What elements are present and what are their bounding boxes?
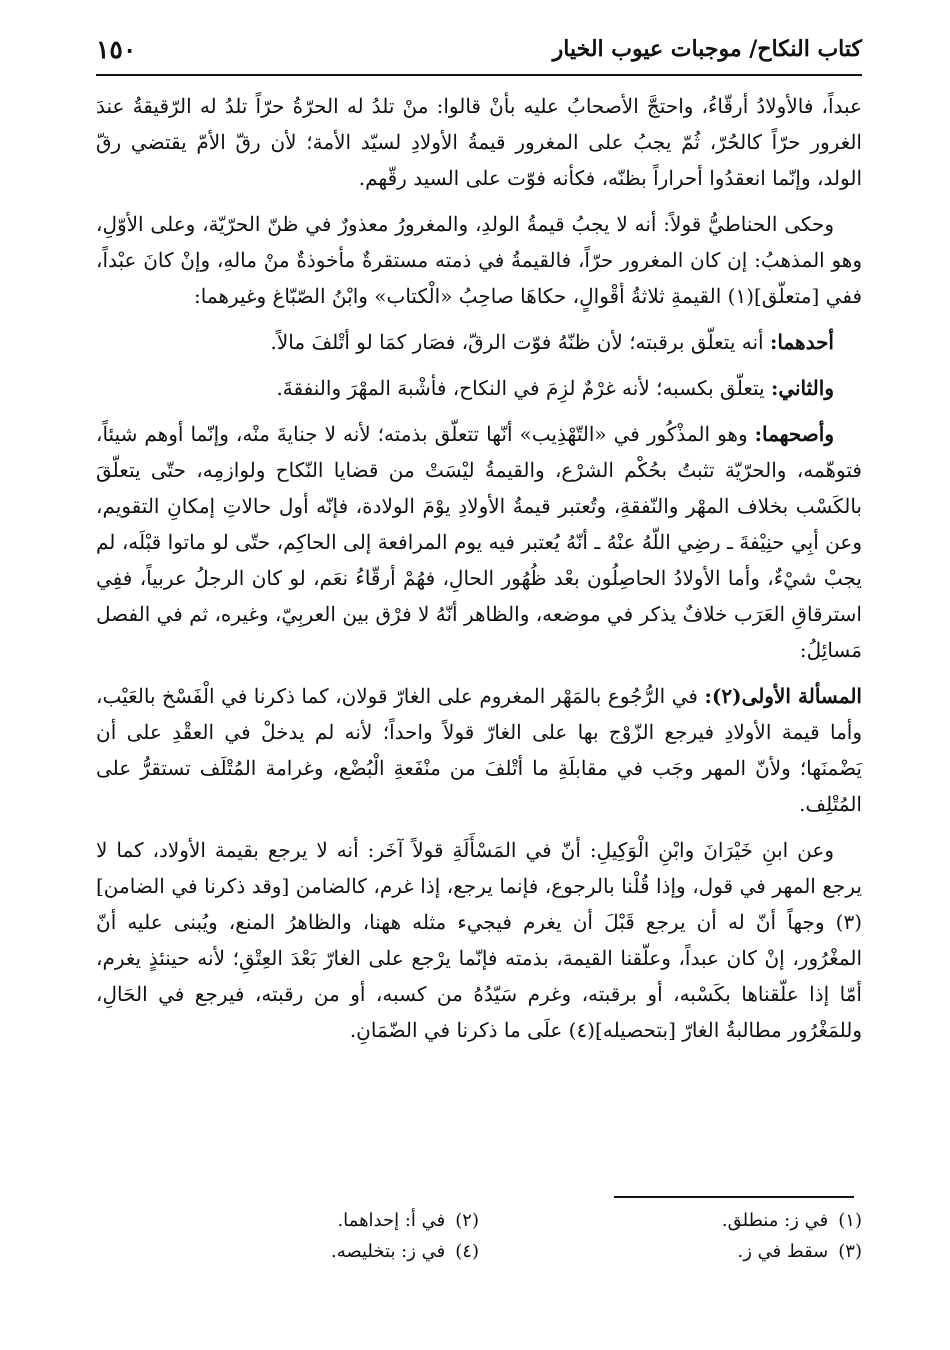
opinion-first-text: أنه يتعلّق برقبته؛ لأن ظنّهُ فوّت الرقّ، فصَار كمَا لو أتْلفَ مالاً. <box>270 330 764 354</box>
footnote-3 <box>479 1241 862 1262</box>
question-first-text: في الرُّجُوع بالمَهْر المغروم على الغارّ قولان، كما ذكرنا في الْفَسْخ بالعَيْب، وأما قيمة الأولادِ فيرجع الزّوْج بها على الغارّ قولاً واحداً؛ لأنه لم يدخلْ في العقْدِ على أن يَضْمنَها؛ ولأنّ المهر وجَب في مقابلَةِ ما أتْلفَ من منْفَعةِ الْبُضْع، وغرامة المُتْلَف تستقرُّ على المُتْلِف. <box>96 684 862 816</box>
paragraph-1: عبداً، فالأولادُ أرقّاءُ، واحتجَّ الأصحابُ عليه بأنْ قالوا: منْ تلدُ له الحرّةُ حرّاً تلدُ له الرّقيقةُ عندَ الغرور حرّاً كالحُرّ، ثُمّ يجبُ على المغرور قيمةُ الأولادِ لسيّد الأمة؛ لأن رقّ الأمّ يقتضي رقّ الولد، وإنّما انعقدُوا أحراراً بظنّه، فكأنه فوّت على السيد رقّهم. <box>96 94 862 190</box>
footnotes <box>96 1210 862 1262</box>
footnote-text: في أ: إحداهما. <box>337 1210 446 1231</box>
footnote-text: في ز: بتخليصه. <box>331 1241 446 1262</box>
opinion-correct-text: وهو المذْكُور في «التّهْذِيب» أنّها تتعلّق بذمته؛ لأنه لا جنايةَ منْه، وإنّما أوهم شيئاً، فتوهّمه، والحرّيّة تثبتُ بحُكْم الشرْع، والقيمةُ ليْسَتْ من قضايا النّكاح ولوازمِه، حتّى يتعلّقَ بالكَسْب بخلاف المهْر والنّفقةِ، وتُعتبر قيمةُ الأولادِ يوْمَ الولادة، فإنّه أول حالاتِ إمكانِ التقويم، وعن أبِي حنِيْفةَ ـ رضِي اللّهُ عنْهُ ـ أنّهُ يُعتبر فيه يوم المرافعة إلى الحاكِم، حتّى لو ماتوا قبْلَه، لم يجبْ شيْءٌ، وأما الأولادُ الحاصِلُون بعْد ظُهُور الحالِ، فهُمْ أرقّاءُ نعَم، لو كان الرجلُ عربياً، ففِي استرقاقِ العَرَب خلافٌ يذكر في موضعه، والظاهر أنّهُ لا فرْق بين العربِيّ، وغيره، ثم في الفصل مَسائِلُ: <box>96 422 862 662</box>
paragraph-3: وعن ابنِ خَيْرَانَ وابْنِ الْوَكِيلِ: أنّ في المَسْأَلَةِ قولاً آخَر: أنه لا يرجع بقيمة الأولاد، كما لا يرجع المهر في قول، وإذا قُلْنا بالرجوع، فإنما يرجع، إذا غرم، كالضامن [وقد ذكرنا في الضامن](٣) وجهاً أنّ له أن يرجع قَبْلَ أن يغرم فيجيء مثله ههنا، والظاهرُ المنع، ويُبنى عليه أنّ المغْرُور، إنْ كان عبداً، وعلّقنا القيمة، بذمته فإنّما يرْجع على الغارّ بَعْدَ العِتْقِ؛ لأنه حينئذٍ يغرم، أمّا إذا علّقناها بكَسْبه، أو برقبته، وغرم سَيّدُهُ من كسبه، أو من رقبته، فيرجع في الحَالِ، وللمَغْرُور مطالبةُ الغارّ [بتحصيله](٤) علَى ما ذكرنا في الضّمَانِ. <box>96 838 862 1042</box>
page-header <box>96 28 862 76</box>
footnote-number: (٣) <box>838 1241 862 1262</box>
question-first <box>96 678 862 822</box>
footnote-1 <box>479 1210 862 1231</box>
footnote-2 <box>96 1210 479 1231</box>
footnote-text: في ز: منطلق. <box>721 1210 829 1231</box>
footnote-number: (١) <box>838 1210 862 1231</box>
opinion-second <box>96 370 862 406</box>
paragraph-2: وحكى الحناطيُّ قولاً: أنه لا يجبُ قيمةُ الولدِ، والمغرورُ معذورٌ في ظنّ الحرّيّة، وعلى الأوّلِ، وهو المذهبُ: إن كان المغرور حرّاً، فالقيمةُ في ذمته مستقرةٌ مأخوذةٌ منْ مالهِ، وإنْ كانَ عبْداً، ففي [متعلّق](١) القيمةِ ثلاثةُ أقْوالٍ، حكاهَا صاحِبُ «الْكتاب» وابْنُ الصّبّاغ وغيرهما: <box>96 212 862 308</box>
page-number: ١٥٠ <box>96 34 137 64</box>
opinion-second-text: يتعلّق بكسبه؛ لأنه غرْمٌ لزِمَ في النكاح، فأشْبهَ المهْرَ والنفقةَ. <box>276 376 765 400</box>
footnote-divider <box>614 1196 854 1198</box>
running-title: كتاب النكاح/ موجبات عيوب الخيار <box>552 36 862 62</box>
opinion-first-label: أحدهما: <box>769 330 834 354</box>
main-text <box>96 88 862 1058</box>
opinion-correct-label: وأصحهما: <box>754 422 834 446</box>
question-first-label: المسألة الأولى(٢): <box>704 684 862 708</box>
opinion-second-label: والثاني: <box>770 376 834 400</box>
footnote-4 <box>96 1241 479 1262</box>
footnote-text: سقط في ز. <box>737 1241 829 1262</box>
footnote-number: (٤) <box>455 1241 479 1262</box>
opinion-first <box>96 324 862 360</box>
footnote-number: (٢) <box>455 1210 479 1231</box>
opinion-correct <box>96 416 862 668</box>
